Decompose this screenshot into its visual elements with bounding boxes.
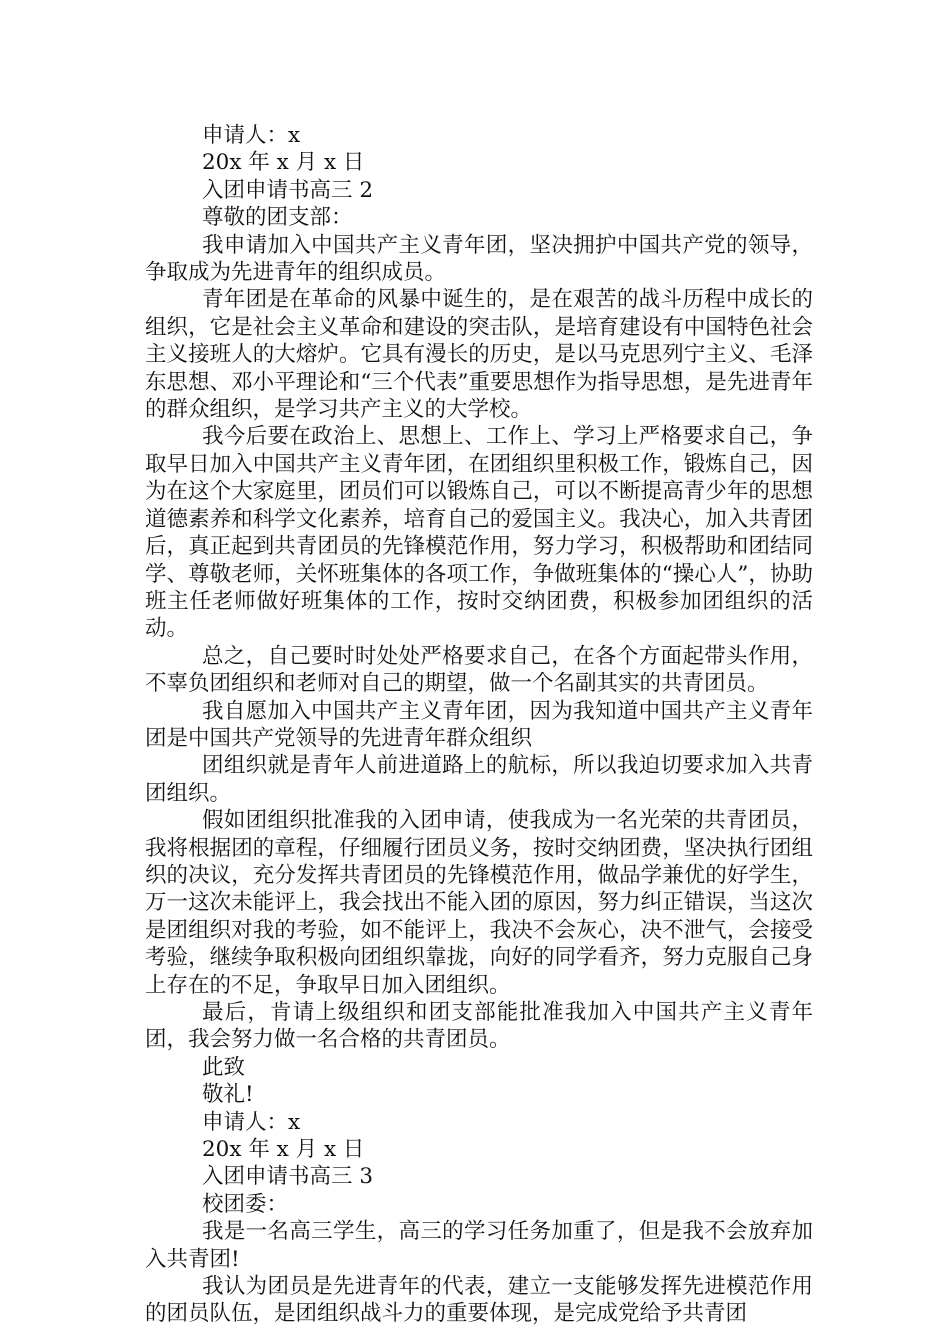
section-title: 入团申请书高三 2 bbox=[202, 177, 374, 203]
paragraph: 我认为团员是先进青年的代表，建立一支能够发挥先进模范作用的团员队伍，是团组织战斗力的重要体现，是完成党给予共青团 bbox=[145, 1274, 813, 1327]
paragraph: 最后，肯请上级组织和团支部能批准我加入中国共产主义青年团，我会努力做一名合格的共青团员。 bbox=[145, 1000, 813, 1053]
paragraph: 团组织就是青年人前进道路上的航标，所以我迫切要求加入共青团组织。 bbox=[145, 753, 813, 806]
paragraph: 我是一名高三学生，高三的学习任务加重了，但是我不会放弃加入共青团! bbox=[145, 1219, 813, 1272]
paragraph: 我自愿加入中国共产主义青年团，因为我知道中国共产主义青年团是中国共产党领导的先进青年群众组织 bbox=[145, 698, 813, 751]
paragraph: 青年团是在革命的风暴中诞生的，是在艰苦的战斗历程中成长的组织，它是社会主义革命和建设的突击队，是培育建设有中国特色社会主义接班人的大熔炉。它具有漫长的历史，是以马克思列宁主义、毛泽东思想、邓小平理论和“三个代表”重要思想作为指导思想，是先进青年的群众组织，是学习共产主义的大学校。 bbox=[145, 287, 813, 423]
closing-line: 敬礼! bbox=[202, 1082, 254, 1108]
applicant-line: 申请人：x bbox=[202, 1109, 301, 1135]
salutation: 校团委： bbox=[202, 1191, 289, 1217]
paragraph: 我今后要在政治上、思想上、工作上、学习上严格要求自己，争取早日加入中国共产主义青年团，在团组织里积极工作，锻炼自己，因为在这个大家庭里，团员们可以锻炼自己，可以不断提高青少年的思想道德素养和科学文化素养，培育自己的爱国主义。我决心，加入共青团后，真正起到共青团员的先锋模范作用，努力学习，积极帮助和团结同学、尊敬老师，关怀班集体的各项工作，争做班集体的“操心人”，协助班主任老师做好班集体的工作，按时交纳团费，积极参加团组织的活动。 bbox=[145, 424, 813, 642]
paragraph: 总之，自己要时时处处严格要求自己，在各个方面起带头作用，不辜负团组织和老师对自己的期望，做一个名副其实的共青团员。 bbox=[145, 643, 813, 697]
section-title: 入团申请书高三 3 bbox=[202, 1164, 374, 1190]
salutation: 尊敬的团支部： bbox=[202, 205, 353, 231]
date-line: 20x 年 x 月 x 日 bbox=[202, 150, 365, 176]
closing-line: 此致 bbox=[202, 1054, 246, 1080]
paragraph: 假如团组织批准我的入团申请，使我成为一名光荣的共青团员，我将根据团的章程，仔细履行团员义务，按时交纳团费，坚决执行团组织的决议，充分发挥共青团员的先锋模范作用，做品学兼优的好学生，万一这次未能评上，我会找出不能入团的原因，努力纠正错误，当这次是团组织对我的考验，如不能评上，我决不会灰心，决不泄气，会接受考验，继续争取积极向团组织靠拢，向好的同学看齐，努力克服自己身上存在的不足，争取早日加入团组织。 bbox=[145, 808, 813, 998]
date-line: 20x 年 x 月 x 日 bbox=[202, 1137, 365, 1163]
paragraph: 我申请加入中国共产主义青年团，坚决拥护中国共产党的领导，争取成为先进青年的组织成员。 bbox=[145, 232, 813, 286]
document-page bbox=[145, 122, 813, 1328]
applicant-line: 申请人：x bbox=[202, 123, 301, 148]
